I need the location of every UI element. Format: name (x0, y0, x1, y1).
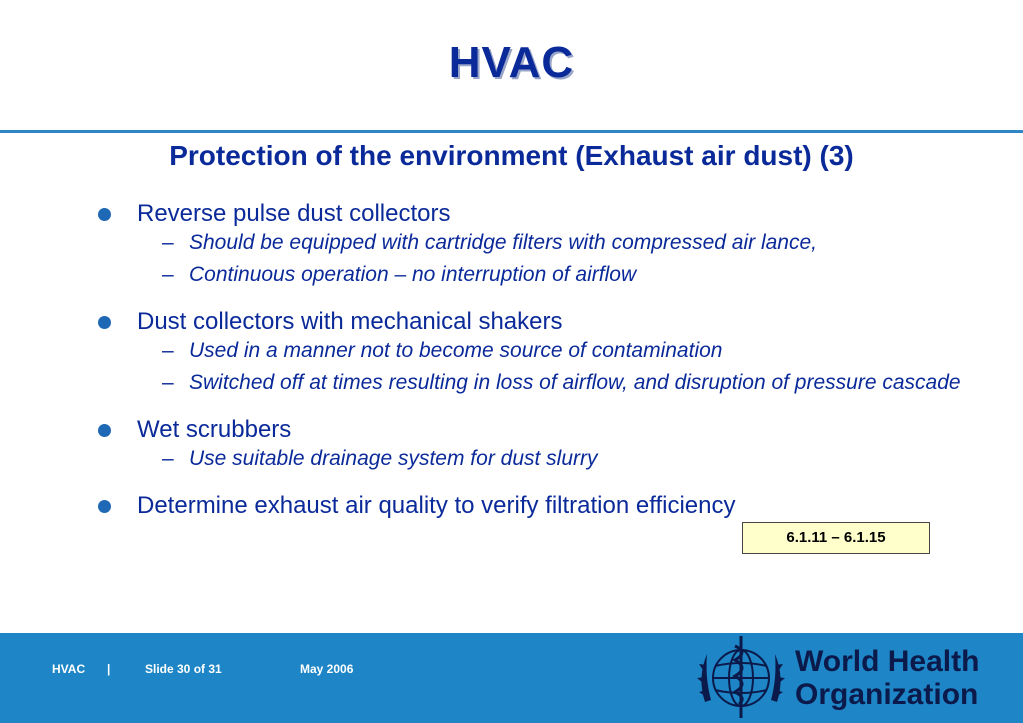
bullet-text: Determine exhaust air quality to verify filtration efficiency (137, 492, 736, 519)
footer-separator: | (107, 662, 111, 676)
sub-bullet-item (137, 262, 975, 288)
footer-topic: HVAC (52, 662, 86, 676)
who-name-line1: World Health (795, 645, 980, 678)
sub-bullet-list (137, 338, 975, 396)
sub-bullet-text: Should be equipped with cartridge filters with compressed air lance, (189, 231, 818, 254)
sub-bullet-item (137, 338, 975, 364)
sub-bullet-text: Switched off at times resulting in loss of airflow, and disruption of pressure cascade (189, 371, 961, 394)
footer-date: May 2006 (300, 662, 354, 676)
bullet-item (95, 306, 975, 396)
sub-bullet-item (137, 370, 975, 396)
bullet-text: Wet scrubbers (137, 416, 292, 443)
dash-icon: – (162, 231, 174, 254)
bullet-text: Dust collectors with mechanical shakers (137, 308, 563, 335)
sub-bullet-text: Used in a manner not to become source of contamination (189, 339, 723, 362)
bullet-list (95, 198, 975, 540)
who-emblem-icon (693, 632, 789, 722)
dash-icon: – (162, 371, 174, 394)
reference-box: 6.1.11 – 6.1.15 (742, 522, 930, 554)
bullet-dot-icon (98, 500, 111, 513)
who-name-line2: Organization (795, 678, 979, 711)
bullet-dot-icon (98, 316, 111, 329)
footer-slide-number: Slide 30 of 31 (145, 662, 222, 676)
bullet-item (95, 198, 975, 288)
sub-bullet-list (137, 446, 975, 472)
who-logo-text (795, 645, 979, 711)
slide-subtitle: Protection of the environment (Exhaust air dust) (3) (169, 140, 854, 171)
bullet-dot-icon (98, 208, 111, 221)
sub-bullet-text: Continuous operation – no interruption of airflow (189, 263, 637, 286)
dash-icon: – (162, 339, 174, 362)
sub-bullet-list (137, 230, 975, 288)
sub-bullet-text: Use suitable drainage system for dust slurry (189, 447, 598, 470)
sub-bullet-item (137, 230, 975, 256)
sub-bullet-item (137, 446, 975, 472)
bullet-item (95, 490, 975, 522)
dash-icon: – (162, 263, 174, 286)
slide-title: HVAC (448, 38, 575, 87)
dash-icon: – (162, 447, 174, 470)
bullet-dot-icon (98, 424, 111, 437)
bullet-item (95, 414, 975, 472)
title-divider (0, 130, 1023, 133)
bullet-text: Reverse pulse dust collectors (137, 200, 451, 227)
